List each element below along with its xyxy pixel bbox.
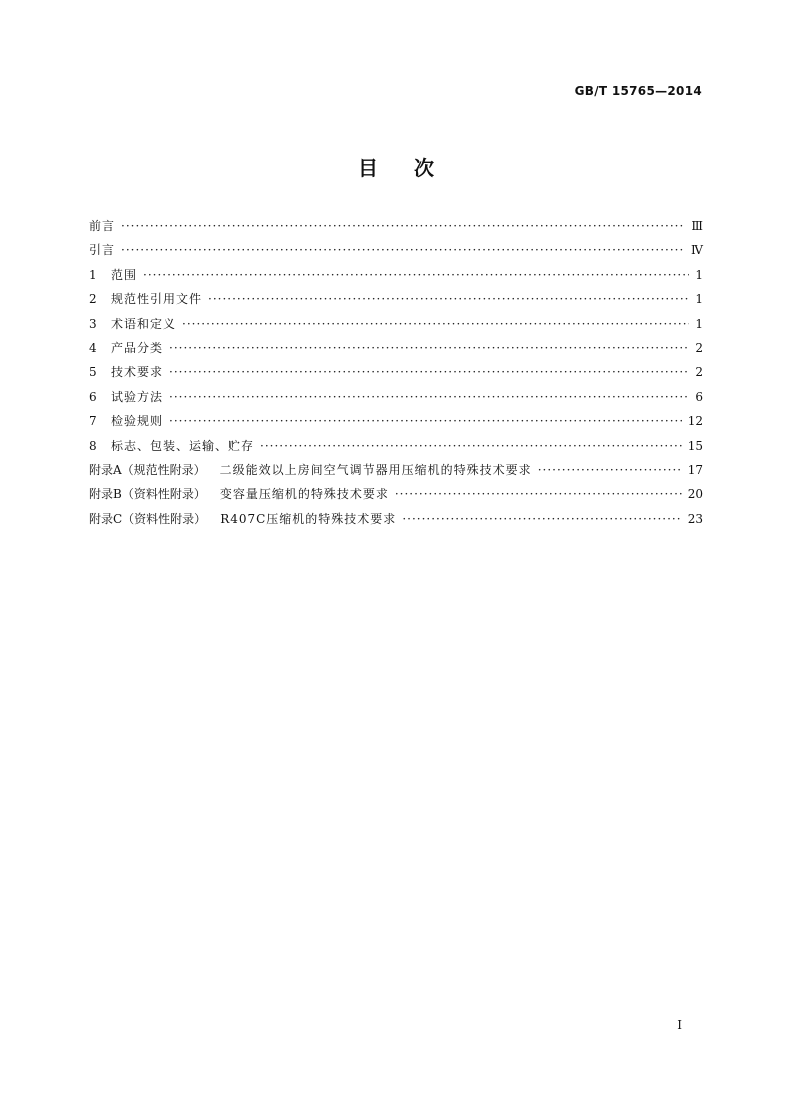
toc-section-number: 5 bbox=[89, 365, 97, 380]
toc-entry-technical-requirements[interactable] bbox=[89, 360, 703, 384]
toc-page-number: 1 bbox=[695, 316, 703, 331]
toc-label: 范围 bbox=[111, 267, 138, 282]
toc-entry-product-classification[interactable] bbox=[89, 336, 703, 360]
toc-page-number: Ⅳ bbox=[691, 243, 703, 258]
toc-section-number: 8 bbox=[89, 438, 97, 453]
toc-label: R407C压缩机的特殊技术要求 bbox=[220, 511, 397, 526]
toc-label: 变容量压缩机的特殊技术要求 bbox=[219, 487, 389, 502]
toc-label: 引言 bbox=[89, 243, 116, 258]
toc-annex-prefix: 附录A（规范性附录） bbox=[89, 462, 206, 477]
toc-section-number: 2 bbox=[89, 292, 97, 307]
table-of-contents bbox=[89, 214, 703, 531]
toc-leader-dots bbox=[538, 458, 682, 482]
toc-section-number: 6 bbox=[89, 389, 97, 404]
toc-entry-annex-a[interactable] bbox=[89, 458, 703, 482]
toc-entry-scope[interactable] bbox=[89, 263, 703, 287]
toc-entry-terms-definitions[interactable] bbox=[89, 312, 703, 336]
toc-entry-introduction[interactable] bbox=[89, 238, 703, 262]
toc-label: 术语和定义 bbox=[111, 316, 177, 331]
toc-page-number: 20 bbox=[687, 487, 703, 502]
toc-label: 产品分类 bbox=[111, 340, 164, 355]
toc-entry-annex-c[interactable] bbox=[89, 507, 703, 531]
toc-label: 规范性引用文件 bbox=[111, 292, 203, 307]
toc-label: 检验规则 bbox=[111, 414, 164, 429]
toc-label: 技术要求 bbox=[111, 365, 164, 380]
toc-page-number: 1 bbox=[695, 292, 703, 307]
toc-page-number: 23 bbox=[687, 511, 703, 526]
toc-label: 二级能效以上房间空气调节器用压缩机的特殊技术要求 bbox=[219, 462, 532, 477]
toc-leader-dots bbox=[395, 482, 682, 506]
toc-leader-dots bbox=[169, 409, 682, 433]
toc-page-number: 17 bbox=[687, 462, 703, 477]
toc-leader-dots bbox=[121, 238, 685, 262]
toc-entry-normative-references[interactable] bbox=[89, 287, 703, 311]
toc-page-number: 12 bbox=[687, 414, 703, 429]
toc-leader-dots bbox=[260, 434, 682, 458]
toc-label: 标志、包装、运输、贮存 bbox=[111, 438, 255, 453]
toc-leader-dots bbox=[182, 312, 689, 336]
toc-leader-dots bbox=[402, 507, 681, 531]
toc-leader-dots bbox=[208, 287, 689, 311]
toc-leader-dots bbox=[169, 360, 689, 384]
toc-entry-marking-packaging[interactable] bbox=[89, 434, 703, 458]
toc-page-number: 1 bbox=[695, 267, 703, 282]
page-title: 目次 bbox=[358, 156, 470, 180]
toc-leader-dots bbox=[143, 263, 689, 287]
page-number: Ⅰ bbox=[677, 1018, 682, 1032]
toc-page-number: Ⅲ bbox=[691, 219, 703, 233]
toc-section-number: 1 bbox=[89, 267, 97, 282]
toc-entry-foreword[interactable] bbox=[89, 214, 703, 238]
standard-code: GB/T 15765—2014 bbox=[574, 84, 702, 98]
toc-page-number: 6 bbox=[695, 389, 703, 404]
toc-leader-dots bbox=[169, 385, 689, 409]
toc-page-number: 15 bbox=[687, 438, 703, 453]
toc-page-number: 2 bbox=[695, 365, 703, 380]
toc-annex-prefix: 附录B（资料性附录） bbox=[89, 487, 206, 502]
toc-section-number: 4 bbox=[89, 340, 97, 355]
toc-section-number: 7 bbox=[89, 414, 97, 429]
toc-section-number: 3 bbox=[89, 316, 97, 331]
toc-label: 前言 bbox=[89, 219, 116, 233]
toc-leader-dots bbox=[121, 214, 685, 238]
toc-entry-inspection-rules[interactable] bbox=[89, 409, 703, 433]
toc-page-number: 2 bbox=[695, 340, 703, 355]
toc-leader-dots bbox=[169, 336, 689, 360]
toc-entry-test-methods[interactable] bbox=[89, 385, 703, 409]
toc-annex-prefix: 附录C（资料性附录） bbox=[89, 511, 207, 526]
toc-label: 试验方法 bbox=[111, 389, 164, 404]
toc-entry-annex-b[interactable] bbox=[89, 482, 703, 506]
